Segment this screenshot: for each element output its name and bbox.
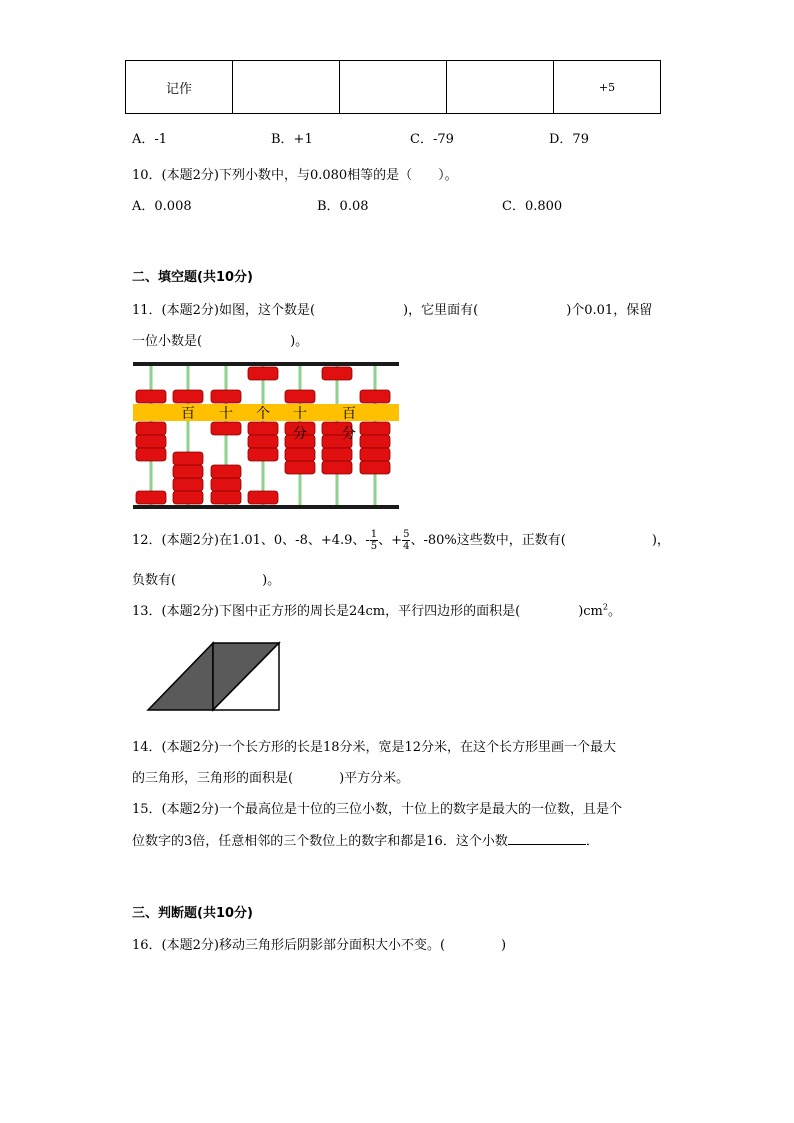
q10-stem: 10．(本题2分)下列小数中，与0.080相等的是（ ）。 — [132, 168, 458, 183]
abacus-bead — [360, 422, 390, 435]
q11-text: )，它里面有( — [403, 303, 479, 318]
q16-text: ) — [501, 938, 507, 953]
q9-option-c: C．-79 — [410, 132, 454, 147]
abacus-bead — [173, 465, 203, 478]
table-row — [126, 61, 661, 114]
q14-line2 — [132, 767, 409, 786]
value-table — [125, 60, 661, 114]
q11-text: 一位小数是( — [132, 334, 203, 349]
q12-line1 — [132, 524, 670, 558]
q14-line1: 14．(本题2分)一个长方形的长是18分米，宽是12分米，在这个长方形里画一个最大 — [132, 740, 617, 755]
fraction — [370, 529, 378, 552]
abacus-bead — [173, 390, 203, 403]
q13-text: )cm — [578, 604, 603, 619]
q13-text: 13．(本题2分)下图中正方形的周长是24cm，平行四边形的面积是( — [132, 604, 521, 619]
q12-text: 12．(本题2分)在1.01、0、-8、+4.9、- — [132, 533, 370, 548]
q11-text: 11．(本题2分)如图，这个数是( — [132, 303, 316, 318]
q16-text: 16．(本题2分)移动三角形后阴影部分面积大小不变。( — [132, 938, 446, 953]
abacus-bead — [248, 435, 278, 448]
q16-line — [132, 934, 506, 953]
table-cell: +5 — [554, 61, 661, 114]
table-cell — [340, 61, 447, 114]
q11-line1 — [132, 299, 652, 318]
q12-text: )， — [651, 533, 670, 548]
left-shaded-triangle — [148, 643, 213, 710]
table-row-label: 记作 — [126, 61, 233, 114]
fraction-denominator: 4 — [403, 541, 410, 552]
abacus-label: 十 — [219, 406, 233, 422]
q10-option-a: A．0.008 — [132, 199, 192, 214]
abacus-bead — [136, 491, 166, 504]
abacus-bead — [285, 390, 315, 403]
abacus-bead — [211, 465, 241, 478]
abacus-bead — [136, 422, 166, 435]
abacus-label: 百 — [181, 406, 195, 422]
abacus-bead — [211, 422, 241, 435]
q15-line1: 15．(本题2分)一个最高位是十位的三位小数，十位上的数字是最大的一位数，且是个 — [132, 802, 622, 817]
abacus-label: 十 — [293, 406, 307, 422]
section-heading-true-false: 三、判断题(共10分) — [132, 906, 253, 921]
q12-text: 、-80%这些数中，正数有( — [410, 533, 566, 548]
abacus-bead — [211, 390, 241, 403]
fraction-numerator: 5 — [403, 529, 410, 540]
abacus-bead — [322, 461, 352, 474]
abacus-bead — [360, 461, 390, 474]
table-cell — [233, 61, 340, 114]
abacus-bead — [248, 422, 278, 435]
abacus-sub-label: 分 — [342, 426, 356, 442]
section-heading-fill-blank: 二、填空题(共10分) — [132, 270, 253, 285]
abacus-bead — [211, 491, 241, 504]
q10-option-c: C．0.800 — [502, 199, 563, 214]
q15-text: 位数字的3倍，任意相邻的三个数位上的数字和都是16．这个小数 — [132, 834, 508, 849]
abacus-sub-label: 分 — [293, 426, 307, 442]
q15-line2 — [132, 830, 599, 849]
q12-text: )。 — [262, 573, 281, 588]
abacus-layer — [133, 362, 399, 509]
abacus-bead — [136, 390, 166, 403]
q9-option-d: D．79 — [549, 132, 589, 147]
abacus-bead — [136, 448, 166, 461]
abacus-bead — [173, 491, 203, 504]
q11-text: )个0.01，保留 — [566, 303, 653, 318]
abacus-bead — [285, 448, 315, 461]
q10-option-b: B．0.08 — [317, 199, 369, 214]
abacus-bead — [285, 461, 315, 474]
fraction-denominator: 5 — [370, 541, 378, 552]
abacus-bottom-frame — [133, 505, 399, 509]
q12-text: 、+ — [378, 533, 403, 548]
abacus-bead — [173, 478, 203, 491]
abacus-label: 百 — [342, 406, 356, 422]
answer-underline[interactable] — [508, 832, 586, 845]
abacus-bead — [322, 448, 352, 461]
q12-line2 — [132, 569, 280, 588]
parallelogram-figure — [146, 641, 282, 713]
q14-text: )平方分米。 — [339, 771, 410, 786]
abacus-top-frame — [133, 362, 399, 366]
superscript: 2 — [602, 602, 608, 612]
q13-text: 。 — [607, 604, 621, 619]
abacus-bead — [360, 390, 390, 403]
abacus-bead — [322, 367, 352, 380]
q9-option-a: A．-1 — [132, 132, 168, 147]
q11-text: )。 — [290, 334, 309, 349]
abacus-bead — [360, 435, 390, 448]
abacus-bead — [360, 448, 390, 461]
q15-text: ． — [585, 834, 599, 849]
abacus-bead — [211, 478, 241, 491]
abacus-bead — [248, 367, 278, 380]
q9-option-b: B．+1 — [271, 132, 313, 147]
abacus-bead — [248, 448, 278, 461]
abacus-figure — [131, 360, 401, 512]
q11-line2 — [132, 330, 308, 349]
fraction-numerator: 1 — [370, 529, 378, 540]
q14-text: 的三角形，三角形的面积是( — [132, 771, 294, 786]
abacus-bead — [136, 435, 166, 448]
abacus-bead — [173, 452, 203, 465]
q13-line — [132, 600, 621, 619]
abacus-bead — [248, 491, 278, 504]
abacus-label: 个 — [256, 406, 270, 422]
table-cell — [447, 61, 554, 114]
q12-text: 负数有( — [132, 573, 177, 588]
